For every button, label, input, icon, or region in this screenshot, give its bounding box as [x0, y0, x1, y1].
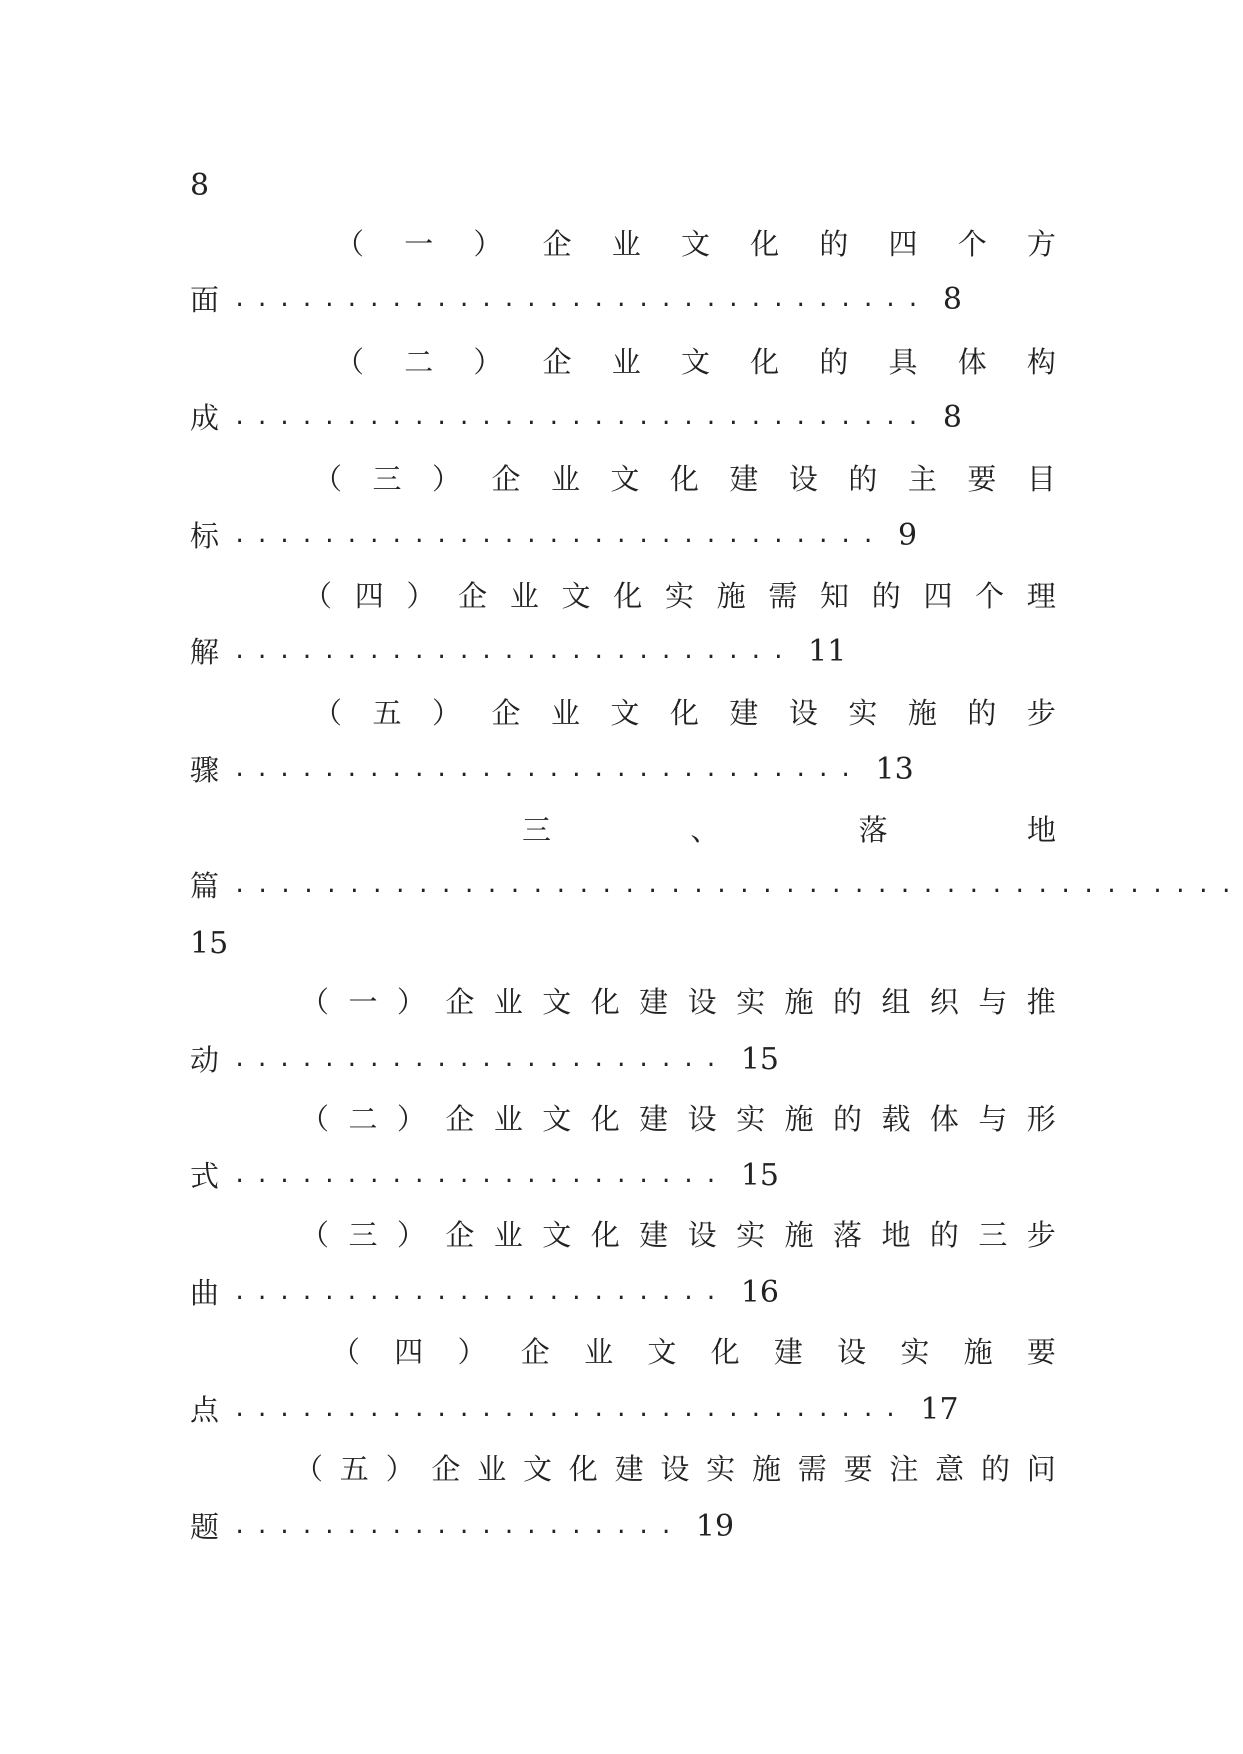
toc-dot-leader: .............................: [233, 523, 884, 548]
toc-page-number: 19: [695, 1509, 735, 1544]
toc-heading-char: 三: [348, 1218, 378, 1252]
toc-entry-heading[interactable]: [335, 340, 1056, 384]
toc-heading-char: ）: [385, 1452, 415, 1486]
toc-entry-tail-char: 点: [190, 1393, 220, 1427]
toc-heading-char: 的: [871, 579, 901, 613]
toc-entry-heading[interactable]: [300, 1097, 1056, 1141]
toc-heading-char: 四: [923, 579, 953, 613]
toc-heading-char: 的: [819, 227, 849, 261]
toc-heading-char: 落: [858, 813, 888, 847]
toc-heading-char: 二: [348, 1102, 378, 1136]
toc-entry-leader[interactable]: [190, 1038, 1056, 1082]
toc-heading-char: 化: [590, 1218, 620, 1252]
toc-heading-char: 施: [784, 1218, 814, 1252]
toc-heading-char: 企: [458, 579, 488, 613]
toc-heading-char: （: [294, 1452, 324, 1486]
toc-heading-char: 实: [848, 696, 878, 730]
toc-heading-char: 文: [561, 579, 591, 613]
toc-heading-char: 实: [900, 1335, 930, 1369]
toc-page-number: 16: [740, 1275, 779, 1310]
toc-heading-char: 化: [669, 462, 699, 496]
toc-heading-char: 业: [550, 696, 580, 730]
toc-heading-char: （: [300, 985, 330, 1019]
toc-heading-char: 企: [491, 696, 521, 730]
toc-heading-char: 意: [935, 1452, 965, 1486]
toc-heading-char: 建: [639, 985, 669, 1019]
toc-heading-char: 落: [832, 1218, 862, 1252]
toc-heading-char: 文: [680, 345, 710, 379]
toc-heading-char: 地: [881, 1218, 911, 1252]
toc-heading-char: 个: [975, 579, 1005, 613]
toc-heading-char: 文: [610, 462, 640, 496]
toc-page-number: 9: [897, 518, 918, 553]
toc-heading-char: 施: [751, 1452, 781, 1486]
toc-heading-char: 的: [967, 696, 997, 730]
toc-entry-heading[interactable]: [300, 1213, 1056, 1257]
toc-heading-char: ）: [396, 1218, 426, 1252]
toc-heading-char: 目: [1026, 462, 1056, 496]
toc-heading-char: 实: [664, 579, 694, 613]
toc-entry-leader[interactable]: [190, 1271, 1056, 1315]
toc-heading-char: 施: [784, 985, 814, 1019]
toc-heading-char: 建: [614, 1452, 644, 1486]
toc-entry-leader[interactable]: [190, 278, 1056, 322]
toc-heading-char: ）: [457, 1335, 487, 1369]
toc-dot-leader: ...............................: [233, 287, 929, 312]
toc-heading-char: 五: [372, 696, 402, 730]
toc-heading-char: 的: [929, 1218, 959, 1252]
toc-heading-char: 需: [768, 579, 798, 613]
toc-entry-tail-char: 面: [190, 283, 220, 317]
toc-heading-char: 文: [522, 1452, 552, 1486]
toc-heading-char: 业: [493, 1102, 523, 1136]
toc-heading-char: 的: [832, 1102, 862, 1136]
toc-heading-char: 三: [522, 813, 552, 847]
toc-heading-char: 企: [491, 462, 521, 496]
toc-entry-heading[interactable]: [294, 1447, 1056, 1491]
toc-dot-leader: ............................................: [233, 873, 1243, 898]
toc-heading-char: 业: [550, 462, 580, 496]
toc-entry-leader[interactable]: [190, 1154, 1056, 1198]
toc-dot-leader: ......................: [233, 1163, 727, 1188]
toc-page-number: [190, 922, 1056, 966]
toc-heading-char: （: [313, 462, 343, 496]
toc-page-number: 17: [920, 1392, 959, 1427]
toc-heading-char: 体: [957, 345, 987, 379]
toc-entry-leader[interactable]: [190, 396, 1056, 440]
toc-entry-tail-char: 骤: [190, 753, 220, 787]
toc-entry-leader[interactable]: [190, 864, 1243, 908]
toc-heading-char: 的: [832, 985, 862, 1019]
toc-page-number: 11: [808, 634, 847, 669]
toc-heading-char: 体: [929, 1102, 959, 1136]
toc-entry-tail-char: 成: [190, 401, 220, 435]
toc-heading-char: 化: [750, 345, 780, 379]
toc-heading-char: 设: [687, 985, 717, 1019]
toc-heading-char: 组: [881, 985, 911, 1019]
toc-entry-heading[interactable]: [335, 222, 1056, 266]
toc-page-number: 15: [740, 1158, 779, 1193]
toc-entry-tail-char: 篇: [190, 869, 220, 903]
toc-heading-char: ）: [473, 227, 503, 261]
toc-heading-char: ）: [473, 345, 503, 379]
toc-heading-char: 的: [848, 462, 878, 496]
toc-entry-heading[interactable]: [313, 457, 1056, 501]
toc-heading-char: 业: [493, 985, 523, 1019]
toc-heading-char: 企: [445, 1102, 475, 1136]
toc-heading-char: 推: [1026, 985, 1056, 1019]
toc-heading-char: 设: [687, 1102, 717, 1136]
toc-heading-char: 施: [784, 1102, 814, 1136]
toc-heading-char: 文: [680, 227, 710, 261]
toc-page-number: 8: [942, 282, 962, 317]
toc-heading-char: 三: [978, 1218, 1008, 1252]
toc-heading-char: 构: [1026, 345, 1056, 379]
toc-heading-char: 化: [669, 696, 699, 730]
toc-heading-char: 建: [773, 1335, 803, 1369]
toc-heading-char: 要: [843, 1452, 873, 1486]
toc-heading-char: 织: [929, 985, 959, 1019]
toc-dot-leader: ......................: [233, 1047, 727, 1072]
toc-dot-leader: ............................: [233, 757, 862, 782]
toc-heading-char: 企: [520, 1335, 550, 1369]
toc-entry-leader[interactable]: [190, 1505, 1056, 1549]
toc-heading-char: （: [300, 1102, 330, 1136]
toc-heading-char: 二: [404, 345, 434, 379]
toc-heading-char: （: [313, 696, 343, 730]
toc-heading-char: 个: [957, 227, 987, 261]
toc-page-number: 15: [740, 1042, 779, 1077]
toc-heading-char: 设: [660, 1452, 690, 1486]
toc-heading-char: 与: [978, 985, 1008, 1019]
toc-entry-heading[interactable]: [331, 1330, 1056, 1374]
toc-page-number: 13: [875, 752, 914, 787]
toc-entry-leader[interactable]: [190, 748, 1056, 792]
toc-heading-char: 实: [736, 1218, 766, 1252]
toc-heading-char: 需: [797, 1452, 827, 1486]
toc-heading-char: 地: [1026, 813, 1056, 847]
toc-heading-char: 实: [736, 985, 766, 1019]
toc-entry-heading[interactable]: [522, 808, 1056, 852]
toc-heading-char: 化: [590, 1102, 620, 1136]
toc-heading-char: 业: [584, 1335, 614, 1369]
toc-heading-char: 知: [820, 579, 850, 613]
toc-heading-char: （: [335, 345, 365, 379]
toc-heading-char: 建: [639, 1218, 669, 1252]
toc-heading-char: 文: [647, 1335, 677, 1369]
toc-page-number-text: 15: [190, 926, 229, 961]
toc-dot-leader: ...............................: [233, 405, 929, 430]
toc-dot-leader: ..............................: [233, 1397, 907, 1422]
toc-heading-char: 五: [339, 1452, 369, 1486]
toc-heading-char: 化: [750, 227, 780, 261]
toc-heading-char: 化: [590, 985, 620, 1019]
toc-heading-char: 施: [963, 1335, 993, 1369]
toc-heading-char: 载: [881, 1102, 911, 1136]
toc-dot-leader: .........................: [233, 639, 795, 664]
toc-heading-char: 文: [542, 985, 572, 1019]
toc-entry-tail-char: 动: [190, 1043, 220, 1077]
toc-heading-char: 设: [687, 1218, 717, 1252]
toc-heading-char: ）: [396, 985, 426, 1019]
toc-entry-tail-char: 标: [190, 519, 220, 553]
toc-heading-char: 化: [568, 1452, 598, 1486]
toc-dot-leader: ......................: [233, 1280, 727, 1305]
toc-heading-char: 建: [729, 462, 759, 496]
toc-entry-heading[interactable]: [313, 691, 1056, 735]
toc-entry-tail-char: 题: [190, 1510, 220, 1544]
toc-heading-char: 与: [978, 1102, 1008, 1136]
toc-page-number: [190, 164, 1056, 208]
toc-heading-char: 问: [1026, 1452, 1056, 1486]
toc-heading-char: 四: [888, 227, 918, 261]
toc-entry-leader[interactable]: [190, 1388, 1056, 1432]
toc-heading-char: 业: [509, 579, 539, 613]
toc-heading-char: ）: [431, 696, 461, 730]
toc-heading-char: 文: [542, 1102, 572, 1136]
toc-heading-char: 企: [542, 227, 572, 261]
toc-heading-char: ）: [406, 579, 436, 613]
toc-heading-char: 的: [819, 345, 849, 379]
toc-heading-char: 实: [706, 1452, 736, 1486]
toc-heading-char: 施: [907, 696, 937, 730]
toc-heading-char: 具: [888, 345, 918, 379]
toc-heading-char: 形: [1026, 1102, 1056, 1136]
toc-heading-char: （: [300, 1218, 330, 1252]
toc-heading-char: 业: [611, 227, 641, 261]
toc-heading-char: 化: [613, 579, 643, 613]
toc-heading-char: 要: [1026, 1335, 1056, 1369]
toc-heading-char: 步: [1026, 696, 1056, 730]
toc-entry-heading[interactable]: [303, 574, 1056, 618]
toc-heading-char: 企: [445, 1218, 475, 1252]
toc-heading-char: 业: [477, 1452, 507, 1486]
toc-heading-char: ）: [396, 1102, 426, 1136]
toc-heading-char: （: [303, 579, 333, 613]
toc-entry-heading[interactable]: [300, 980, 1056, 1024]
toc-heading-char: （: [335, 227, 365, 261]
toc-heading-char: 注: [889, 1452, 919, 1486]
toc-heading-char: 化: [710, 1335, 740, 1369]
toc-heading-char: 文: [610, 696, 640, 730]
toc-heading-char: 一: [404, 227, 434, 261]
toc-heading-char: 设: [788, 462, 818, 496]
toc-heading-char: 、: [690, 813, 720, 847]
toc-heading-char: 设: [788, 696, 818, 730]
toc-heading-char: 企: [431, 1452, 461, 1486]
toc-heading-char: 主: [907, 462, 937, 496]
toc-page-number-text: 8: [190, 168, 210, 203]
toc-heading-char: 要: [967, 462, 997, 496]
toc-heading-char: 文: [542, 1218, 572, 1252]
toc-entry-tail-char: 解: [190, 635, 220, 669]
toc-heading-char: 步: [1026, 1218, 1056, 1252]
toc-heading-char: 四: [394, 1335, 424, 1369]
toc-entry-leader[interactable]: [190, 514, 1056, 558]
toc-heading-char: （: [331, 1335, 361, 1369]
toc-heading-char: 施: [716, 579, 746, 613]
toc-heading-char: 企: [445, 985, 475, 1019]
toc-entry-tail-char: 曲: [190, 1276, 220, 1310]
toc-heading-char: 业: [493, 1218, 523, 1252]
toc-heading-char: 一: [348, 985, 378, 1019]
toc-page-number: 8: [942, 400, 962, 435]
toc-heading-char: 三: [372, 462, 402, 496]
toc-heading-char: 的: [980, 1452, 1010, 1486]
toc-entry-leader[interactable]: [190, 630, 1056, 674]
toc-heading-char: 实: [736, 1102, 766, 1136]
toc-heading-char: 建: [729, 696, 759, 730]
toc-heading-char: ）: [431, 462, 461, 496]
toc-heading-char: 理: [1026, 579, 1056, 613]
toc-heading-char: 建: [639, 1102, 669, 1136]
toc-heading-char: 业: [611, 345, 641, 379]
toc-heading-char: 设: [837, 1335, 867, 1369]
toc-dot-leader: ....................: [233, 1514, 682, 1539]
toc-heading-char: 四: [354, 579, 384, 613]
toc-entry-tail-char: 式: [190, 1159, 220, 1193]
toc-heading-char: 企: [542, 345, 572, 379]
toc-heading-char: 方: [1026, 227, 1056, 261]
